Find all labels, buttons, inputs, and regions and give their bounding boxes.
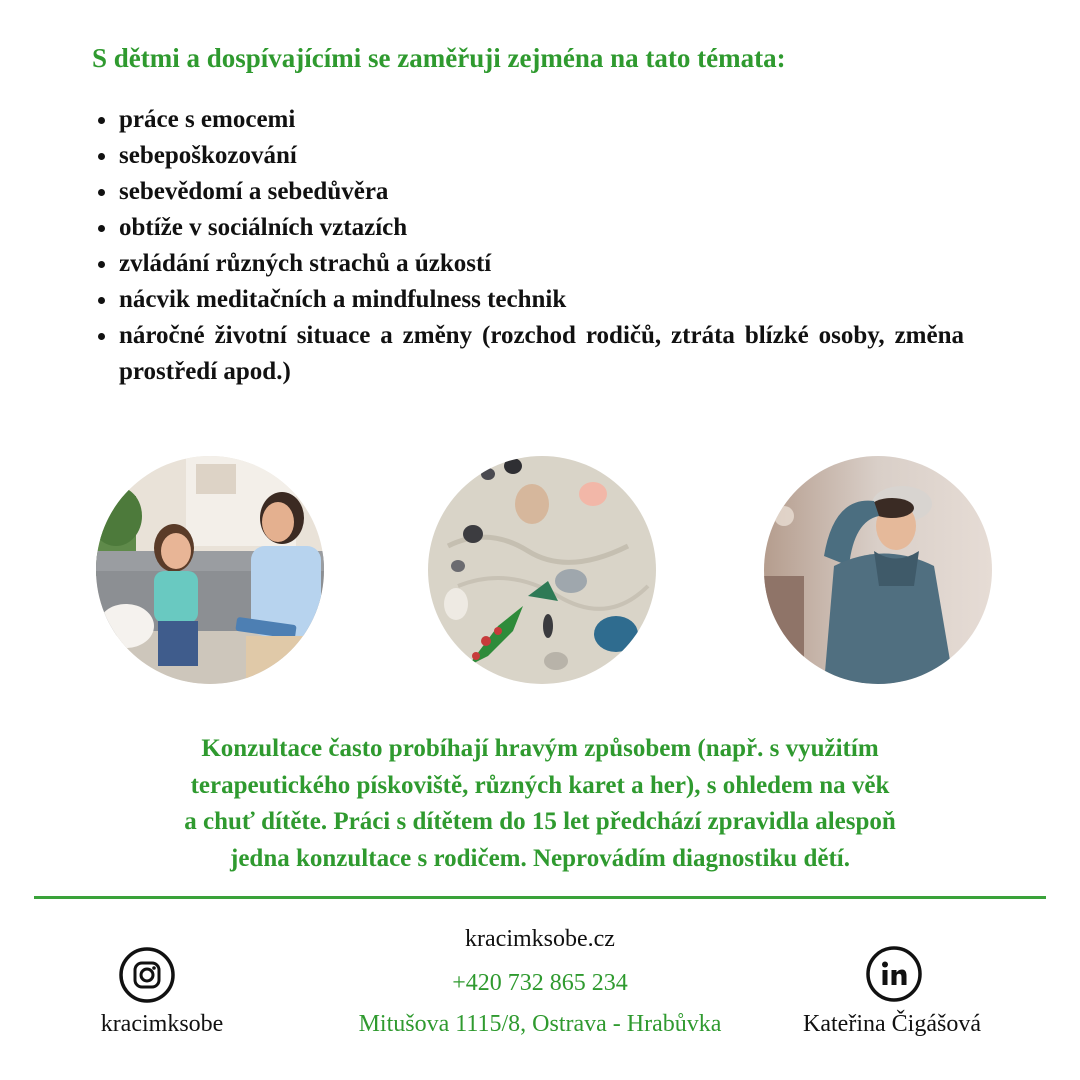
topic-item: obtíže v sociálních vztazích	[92, 210, 964, 246]
section-heading: S dětmi a dospívajícími se zaměřuji zejména na tato témata:	[92, 43, 786, 73]
linkedin-name[interactable]: Kateřina Čigášová	[803, 1011, 981, 1037]
topic-item: náročné životní situace a změny (rozchod rodičů, ztráta blízké osoby, změna prostředí apod.)	[92, 318, 964, 390]
instagram-icon[interactable]	[119, 947, 175, 1003]
topic-item: nácvik meditačních a mindfulness technik	[92, 282, 964, 318]
address: Mitušova 1115/8, Ostrava - Hrabůvka	[358, 1011, 722, 1037]
note-line: terapeutického pískoviště, různých karet a her), s ohledem na věk	[190, 771, 890, 799]
topic-item: práce s emocemi	[92, 102, 964, 138]
topic-item: sebevědomí a sebedůvěra	[92, 174, 964, 210]
photo-therapist-with-girl	[96, 456, 324, 684]
note-line: Konzultace často probíhají hravým způsobem (např. s využitím	[201, 735, 879, 762]
instagram-handle[interactable]: kracimksobe	[100, 1011, 224, 1037]
topic-item: zvládání různých strachů a úzkostí	[92, 246, 964, 282]
linkedin-icon[interactable]	[866, 946, 922, 1002]
footer-divider	[34, 896, 1046, 899]
topic-item: sebepoškozování	[92, 138, 964, 174]
website-link[interactable]: kracimksobe.cz	[465, 926, 615, 952]
note-line: jedna konzultace s rodičem. Neprovádím diagnostiku dětí.	[230, 844, 850, 872]
photo-teenage-boy	[764, 456, 992, 684]
note-line: a chuť dítěte. Práci s dítětem do 15 let předchází zpravidla alespoň	[184, 808, 896, 835]
consultation-note	[100, 731, 980, 877]
phone-number[interactable]: +420 732 865 234	[452, 970, 628, 996]
topic-list	[92, 102, 964, 390]
photo-sand-tray	[428, 456, 656, 684]
